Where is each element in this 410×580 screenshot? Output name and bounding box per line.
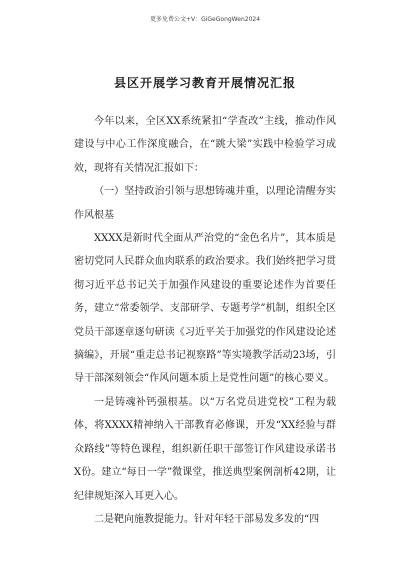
document-title: 县区开展学习教育开展情况汇报: [113, 76, 296, 90]
header-note: 更多免费公文+V：GiGeGongWen2024: [149, 16, 261, 23]
paragraph: XXXX是新时代全面从严治党的“金色名片”，其本质是密切党同人民群众血肉联系的政治要求。我们始终把学习贯彻习近平总书记关于加强作风建设的重要论述作为首要任务，建立“常委领学、支部研学、专题考学”机制，组织全区党员干部逐章逐句研读《习近平关于加强党的作风建设论述摘编》，开展“重走总书记视察路”等实境教学活动23场，引导干部深刻领会“作风问题本质上是党性问题”的核心要义。: [74, 233, 336, 385]
section-heading: （一）坚持政治引领与思想铸魂并重，以理论清醒夯实作风根基: [74, 186, 336, 221]
paragraph-intro: 今年以来，全区XX系统紧扣“学查改”主线，推动作风建设与中心工作深度融合，在“跳大梁”实践中检验学习成效，现将有关情况汇报如下：: [74, 116, 336, 174]
paragraph: 一是铸魂补钙强根基。以“万名党员进党校”工程为载体，将XXXX精神纳入干部教育必修课，开发“XX经验与群众路线”等特色课程，组织新任职干部签订作风建设承诺书X份。建立“每日一学”微课堂，推送典型案例剖析42期，让纪律规矩深入耳更入心。: [74, 396, 336, 502]
document-body: [74, 110, 336, 531]
paragraph: 二是靶向施教提能力。针对年轻干部易发多发的“四: [94, 513, 320, 525]
